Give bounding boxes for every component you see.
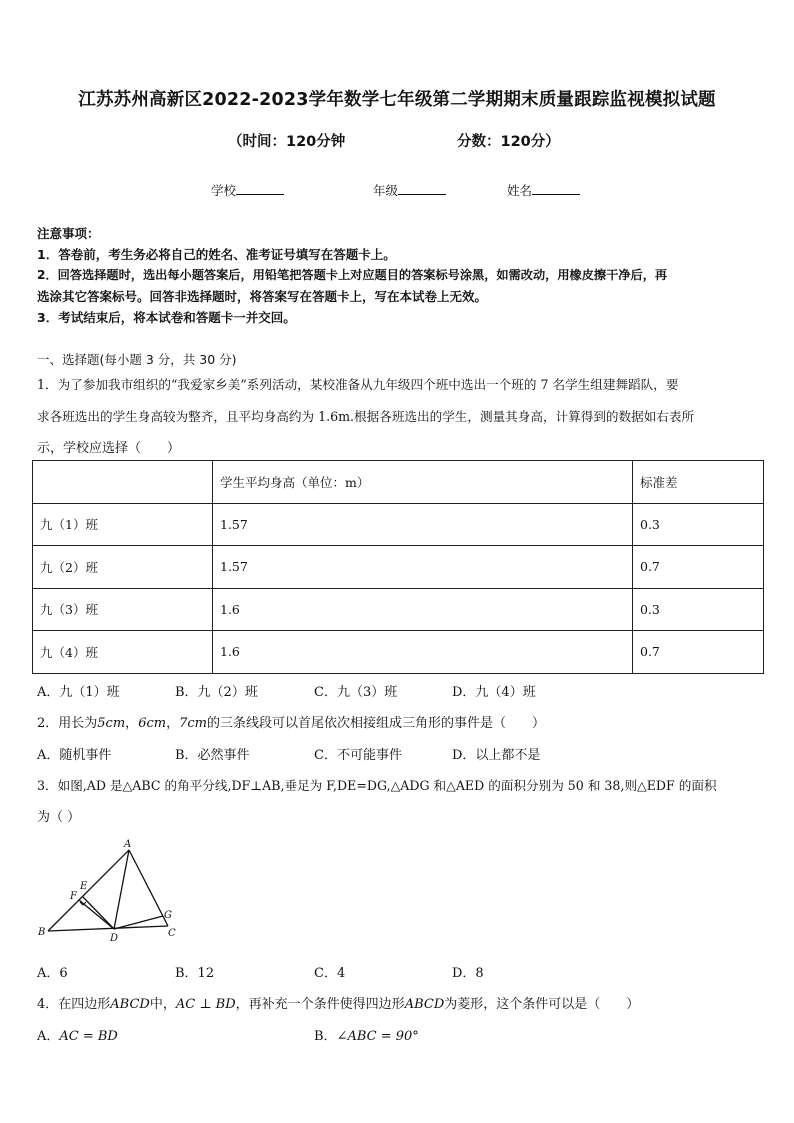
height-table — [32, 460, 764, 674]
q1-option-b: B．九（2）班 — [175, 685, 258, 700]
q3-option-a: A．6 — [37, 966, 68, 981]
q2-separator: ， — [166, 716, 180, 731]
notice-item-3: 3．考试结束后，将本试卷和答题卡一并交回。 — [37, 310, 296, 325]
q1-option-d: D．九（4）班 — [452, 685, 536, 700]
notice-item-1: 1．答卷前，考生务必将自己的姓名、准考证号填写在答题卡上。 — [37, 247, 396, 262]
grade-field — [373, 181, 446, 199]
table-header-cell — [33, 461, 213, 504]
q1-option-a: A．九（1）班 — [37, 685, 120, 700]
triangle-figure — [34, 836, 184, 946]
school-blank — [236, 182, 284, 195]
table-cell: 1.6 — [213, 631, 633, 674]
table-row — [33, 546, 764, 589]
side-bc — [48, 926, 168, 931]
q1-line-3: 示，学校应选择（ ） — [37, 441, 181, 456]
label-g: G — [164, 910, 172, 921]
table-cell: 0.3 — [633, 503, 764, 546]
label-d: D — [110, 933, 119, 944]
table-row — [33, 631, 764, 674]
q2-text: 2．用长为 — [37, 716, 98, 731]
page-title: 江苏苏州高新区2022-2023学年数学七年级第二学期期末质量跟踪监视模拟试题 — [78, 90, 716, 110]
notice-item-2a: 2．回答选择题时，选出每小题答案后，用铅笔把答题卡上对应题目的答案标号涂黑，如需改动，用橡皮擦干净后，再 — [37, 268, 668, 282]
exam-time: （时间：120分钟 — [228, 134, 346, 150]
exam-score: 分数：120分） — [457, 134, 560, 150]
table-cell: 九（3）班 — [33, 588, 213, 631]
notice-heading: 注意事项： — [37, 226, 100, 241]
segment-df — [83, 897, 114, 929]
q3-line-2: 为（ ） — [37, 810, 81, 825]
q2-stem — [37, 712, 545, 731]
q2-length-2: 6cm — [138, 716, 167, 731]
notice-item-2b: 选涂其它答案标号。回答非选择题时，将答案写在答题卡上，写在本试卷上无效。 — [37, 289, 488, 304]
table-cell: 0.3 — [633, 588, 764, 631]
q4-option-b-text: ∠ABC = 90° — [336, 1029, 419, 1044]
label-f: F — [70, 891, 77, 902]
table-cell: 九（2）班 — [33, 546, 213, 589]
q1-line-1: 1．为了参加我市组织的“我爱家乡美”系列活动，某校准备从九年级四个班中选出一个班的 7 名学生组建舞蹈队，要 — [37, 377, 679, 392]
table-cell: 0.7 — [633, 631, 764, 674]
q2-option-d: D．以上都不是 — [452, 748, 541, 763]
table-row — [33, 503, 764, 546]
side-ac — [129, 850, 168, 926]
q2-length-3: 7cm — [179, 716, 207, 731]
q4-text: 为菱形，这个条件可以是（ ） — [444, 997, 640, 1012]
school-field — [211, 181, 284, 199]
q2-text: 的三条线段可以首尾依次相接组成三角形的事件是（ ） — [206, 716, 545, 731]
table-header-cell: 学生平均身高（单位：m） — [213, 461, 633, 504]
name-blank — [532, 182, 580, 195]
q3-option-b: B．12 — [175, 966, 215, 981]
name-field — [507, 181, 580, 199]
q2-option-c: C．不可能事件 — [314, 748, 402, 763]
label-c: C — [168, 928, 176, 939]
table-cell: 0.7 — [633, 546, 764, 589]
label-e: E — [80, 881, 88, 892]
q2-length-1: 5cm — [97, 716, 126, 731]
q4-option-a-text: AC = BD — [59, 1029, 118, 1044]
table-cell: 1.57 — [213, 503, 633, 546]
q1-option-c: C．九（3）班 — [314, 685, 398, 700]
q3-line-1: 3．如图,AD 是△ABC 的角平分线,DF⊥AB,垂足为 F,DE=DG,△ADG 和△AED 的面积分别为 50 和 38,则△EDF 的面积 — [37, 778, 717, 793]
q3-option-d: D．8 — [452, 966, 484, 981]
table-header-cell: 标准差 — [633, 461, 764, 504]
q4-option-a-prefix: A． — [37, 1029, 60, 1044]
q2-separator: ， — [125, 716, 139, 731]
q4-text: ，再补充一个条件使得四边形 — [235, 997, 405, 1012]
school-label: 学校 — [211, 183, 237, 198]
q4-quad-name: ABCD — [110, 997, 150, 1012]
q4-option-a — [37, 1025, 118, 1044]
side-ab — [48, 850, 129, 931]
q4-text: 4．在四边形 — [37, 997, 111, 1012]
label-a: A — [124, 839, 132, 850]
table-cell: 九（1）班 — [33, 503, 213, 546]
q4-stem — [37, 993, 639, 1012]
q4-condition: AC ⊥ BD — [175, 997, 236, 1012]
grade-label: 年级 — [373, 183, 399, 198]
q2-option-a: A．随机事件 — [37, 748, 112, 763]
grade-blank — [398, 182, 446, 195]
table-row — [33, 588, 764, 631]
q4-text: 中， — [149, 997, 176, 1012]
q4-quad-name: ABCD — [404, 997, 445, 1012]
q4-option-b — [314, 1025, 419, 1044]
section-heading: 一、选择题(每小题 3 分，共 30 分) — [37, 352, 237, 367]
q4-option-b-prefix: B． — [314, 1029, 337, 1044]
name-label: 姓名 — [507, 183, 533, 198]
q1-line-2: 求各班选出的学生身高较为整齐，且平均身高约为 1.6m.根据各班选出的学生，测量其身高，计算得到的数据如右表所 — [37, 409, 695, 424]
label-b: B — [38, 927, 46, 938]
table-cell: 九（4）班 — [33, 631, 213, 674]
q2-option-b: B．必然事件 — [175, 748, 250, 763]
table-cell: 1.57 — [213, 546, 633, 589]
table-cell: 1.6 — [213, 588, 633, 631]
q3-option-c: C．4 — [314, 966, 346, 981]
table-header-row — [33, 461, 764, 504]
